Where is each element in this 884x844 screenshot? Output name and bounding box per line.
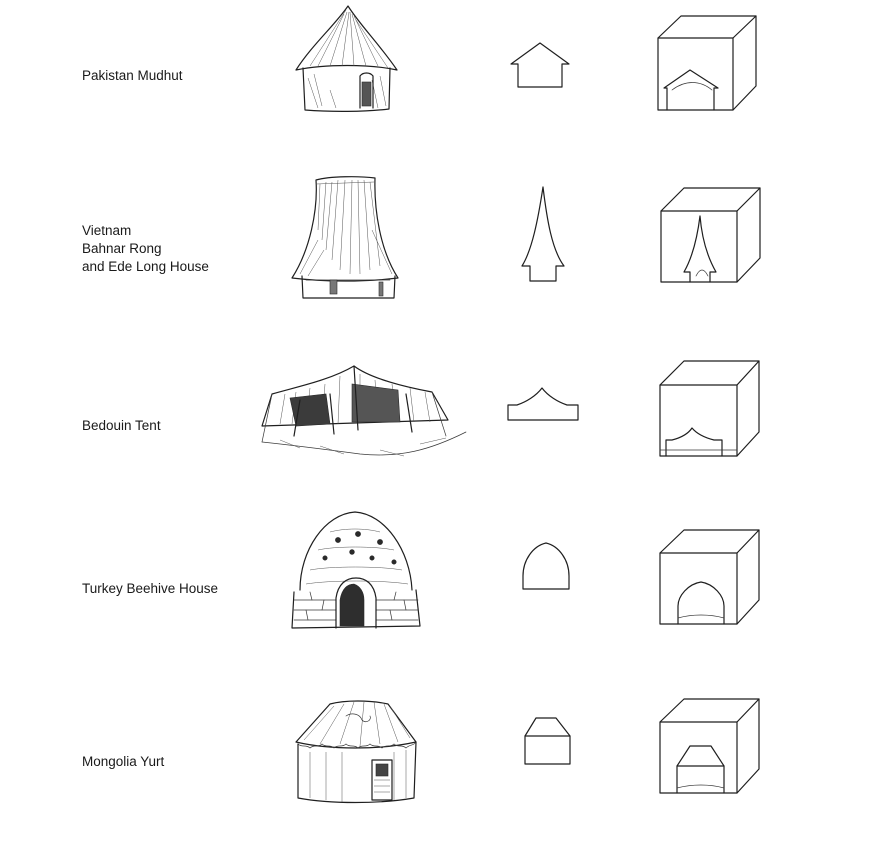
cube-yurt-icon (0, 680, 884, 820)
row-label: Bedouin Tent (82, 418, 161, 433)
row-turkey-beehive-house (0, 500, 884, 640)
row-mongolia-yurt (0, 680, 884, 820)
cube-spire-icon (0, 170, 884, 310)
row-pakistan-mudhut (0, 0, 884, 130)
cube-tent-icon (0, 350, 884, 470)
row-label: Turkey Beehive House (82, 581, 219, 596)
row-label: Vietnam Bahnar Rong and Ede Long House (82, 223, 209, 274)
cube-mudhut-icon (0, 0, 884, 130)
cube-arch-icon (0, 500, 884, 640)
row-label: Pakistan Mudhut (82, 68, 183, 83)
row-bedouin-tent (0, 350, 884, 470)
row-label: Mongolia Yurt (82, 754, 165, 769)
row-vietnam-long-house (0, 170, 884, 310)
